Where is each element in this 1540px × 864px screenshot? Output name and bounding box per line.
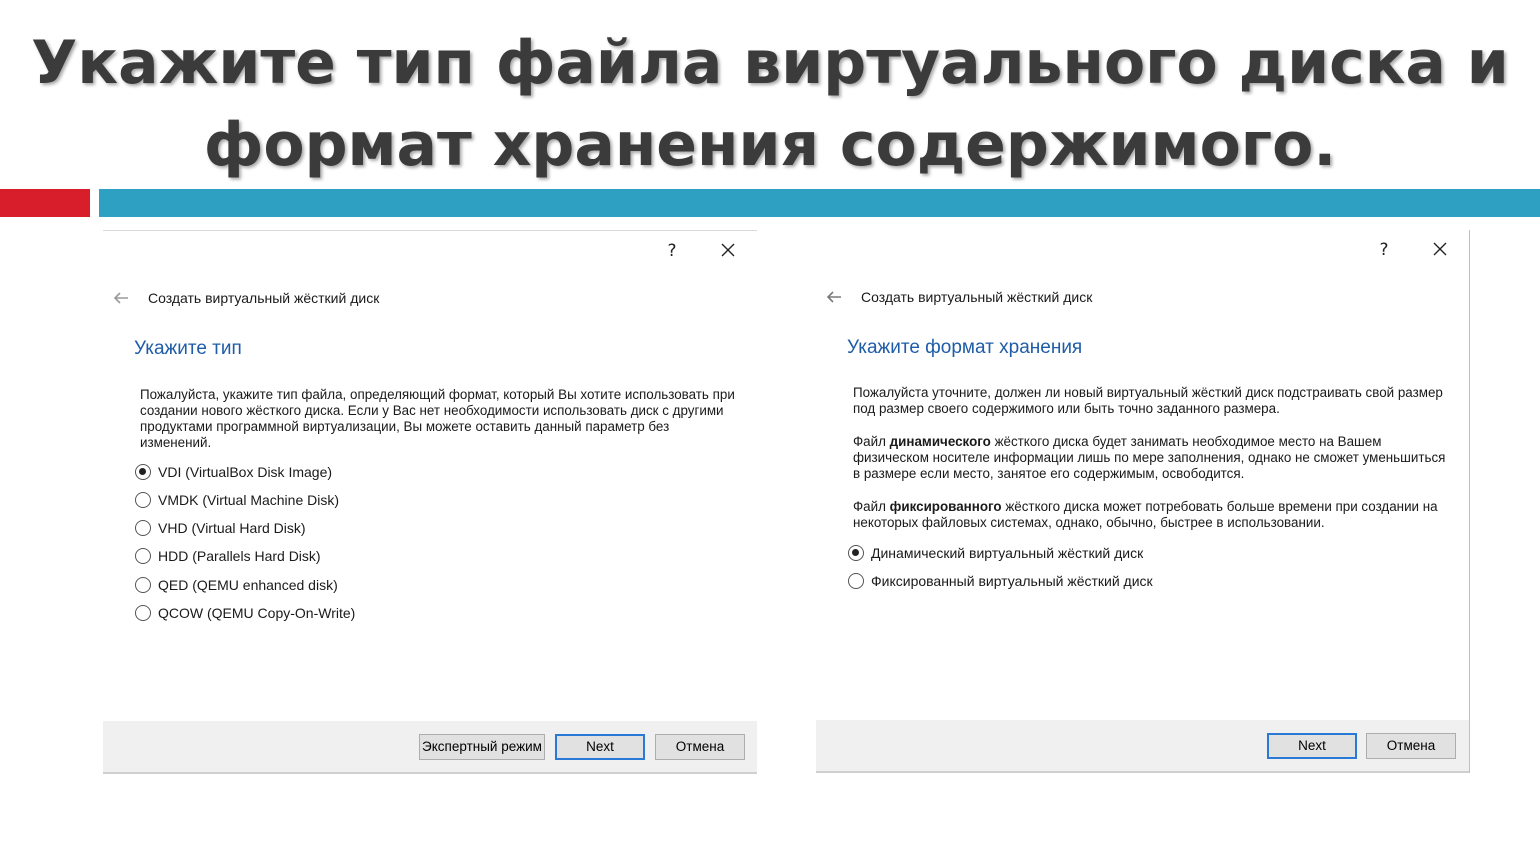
description-paragraph-3 — [853, 499, 1453, 531]
wizard-title: Создать виртуальный жёсткий диск — [148, 290, 380, 306]
back-arrow-icon[interactable] — [824, 287, 844, 307]
radio-hdd[interactable] — [135, 545, 321, 567]
radio-qcow[interactable] — [135, 602, 355, 624]
radio-button[interactable] — [135, 548, 151, 564]
radio-label: VMDK (Virtual Machine Disk) — [158, 492, 340, 508]
disk-type-dialog — [103, 230, 757, 773]
radio-label: Фиксированный виртуальный жёсткий диск — [871, 573, 1153, 589]
para3-bold: фиксированного — [889, 499, 1002, 514]
page-heading: Укажите формат хранения — [847, 337, 1083, 358]
radio-button[interactable] — [135, 577, 151, 593]
radio-label: QED (QEMU enhanced disk) — [158, 577, 338, 593]
teal-accent-bar — [99, 189, 1540, 217]
wizard-title: Создать виртуальный жёсткий диск — [861, 289, 1093, 305]
slide-title-line1: Укажите тип файла виртуального диска и — [31, 28, 1509, 98]
para2-rest: жёсткого диска будет занимать необходимое место на Вашем физическом носителе информации лишь по мере заполнения, однако не сможет уменьшиться в размере если место, занятое его содержимым, освободится. — [853, 434, 1446, 481]
cancel-button[interactable]: Отмена — [1366, 733, 1456, 759]
help-button[interactable]: ? — [1379, 240, 1389, 260]
close-button[interactable] — [1425, 236, 1455, 264]
close-button[interactable] — [713, 237, 743, 265]
close-icon — [721, 243, 735, 257]
close-icon — [1433, 242, 1447, 256]
dialog-footer — [816, 720, 1469, 773]
para3-prefix: Файл — [853, 499, 890, 514]
radio-button[interactable] — [135, 520, 151, 536]
wizard-header — [824, 285, 1092, 309]
radio-label: HDD (Parallels Hard Disk) — [158, 548, 321, 564]
description-paragraph-1: Пожалуйста уточните, должен ли новый виртуальный жёсткий диск подстраивать свой размер под размер своего содержимого или быть точно заданного размера. — [853, 385, 1443, 416]
para2-prefix: Файл — [853, 434, 890, 449]
expert-mode-button[interactable]: Экспертный режим — [419, 734, 545, 760]
para2-bold: динамического — [889, 434, 991, 449]
radio-vhd[interactable] — [135, 517, 306, 539]
radio-button[interactable] — [848, 573, 864, 589]
radio-label: Динамический виртуальный жёсткий диск — [871, 545, 1144, 561]
page-heading: Укажите тип — [134, 338, 242, 359]
slide-title-line2: формат хранения содержимого. — [203, 110, 1337, 180]
radio-label: VDI (VirtualBox Disk Image) — [158, 464, 333, 480]
red-accent-bar — [0, 189, 90, 217]
storage-format-dialog — [816, 230, 1470, 773]
radio-button[interactable] — [135, 492, 151, 508]
help-button[interactable]: ? — [667, 241, 677, 261]
radio-vmdk[interactable] — [135, 489, 339, 511]
radio-vdi[interactable] — [135, 461, 332, 483]
radio-label: VHD (Virtual Hard Disk) — [158, 520, 306, 536]
next-button[interactable]: Next — [555, 734, 645, 760]
radio-button[interactable] — [848, 545, 864, 561]
wizard-header — [111, 286, 379, 310]
dialog-footer — [103, 721, 757, 774]
radio-button[interactable] — [135, 605, 151, 621]
radio-dynamic[interactable] — [848, 542, 1143, 564]
next-button[interactable]: Next — [1267, 733, 1357, 759]
radio-fixed[interactable] — [848, 570, 1153, 592]
radio-qed[interactable] — [135, 574, 338, 596]
back-arrow-icon[interactable] — [111, 288, 131, 308]
description-text: Пожалуйста, укажите тип файла, определяющий формат, который Вы хотите использовать при создании нового жёсткого диска. Если у Вас нет необходимости использовать диск с другими продуктами программной виртуализации, Вы можете оставить данный параметр без изменений. — [140, 387, 735, 450]
cancel-button[interactable]: Отмена — [655, 734, 745, 760]
radio-button[interactable] — [135, 464, 151, 480]
radio-label: QCOW (QEMU Copy-On-Write) — [158, 605, 356, 621]
slide-title — [0, 22, 1540, 186]
para3-rest: жёсткого диска может потребовать больше времени при создании на некоторых файловых системах, однако, обычно, быстрее в использовании. — [853, 499, 1438, 530]
description-paragraph-2 — [853, 434, 1453, 482]
